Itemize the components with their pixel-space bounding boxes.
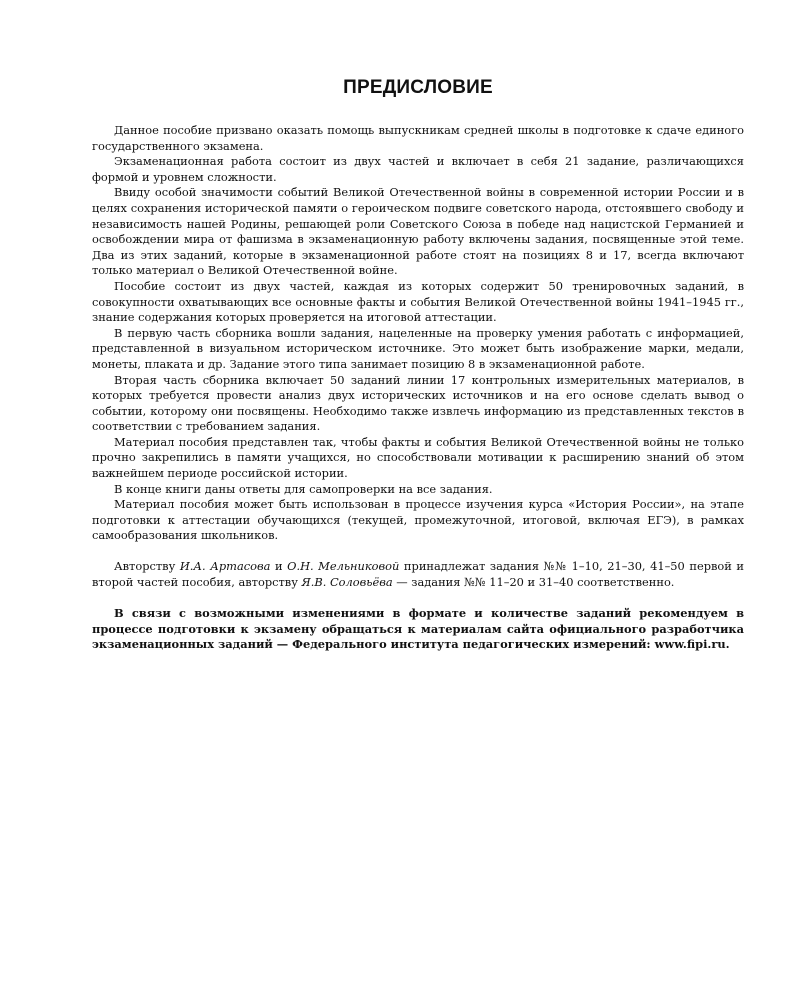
paragraph-6: Вторая часть сборника включает 50 заданий линии 17 контрольных измерительных материалов, в которых требуется провести анализ двух исторических источников и на его основе сделать вывод о событии, которому они посвящены. Необходимо также извлечь информацию из представленных текстов в соответствии с требованием задания.	[92, 372, 744, 434]
paragraph-5: В первую часть сборника вошли задания, нацеленные на проверку умения работать с информацией, представленной в визуальном историческом источнике. Это может быть изображение марки, медали, монеты, плаката и др. Задание этого типа занимает позицию 8 в экзаменационной работе.	[92, 325, 744, 371]
paragraph-9: Материал пособия может быть использован в процессе изучения курса «История России», на этапе подготовки к аттестации обучающихся (текущей, промежуточной, итоговой, включая ЕГЭ), в рамках самообразования школьников.	[92, 497, 744, 543]
spacer	[92, 544, 744, 559]
notice-paragraph: В связи с возможными изменениями в формате и количестве заданий рекомендуем в процессе подготовки к экзамену обращаться к материалам сайта официального разработчика экзаменационных заданий — Федерального института педагогических измерений: www.fipi.ru.	[92, 606, 744, 652]
paragraph-1: Данное пособие призвано оказать помощь выпускникам средней школы в подготовке к сдаче единого государственного экзамена.	[92, 123, 744, 153]
authorship-text-1: Авторству	[114, 559, 180, 574]
authorship-paragraph	[92, 559, 744, 590]
author-solovyov: Я.В. Соловьёва	[301, 574, 393, 589]
paragraph-2: Экзаменационная работа состоит из двух частей и включает в себя 21 задание, различающихся формой и уровнем сложности.	[92, 154, 744, 184]
paragraph-7: Материал пособия представлен так, чтобы факты и события Великой Отечественной войны не только прочно закрепились в памяти учащихся, но способствовали мотивации к расширению знаний об этом важнейшем периоде российской истории.	[92, 434, 744, 481]
paragraph-8: В конце книги даны ответы для самопроверки на все задания.	[114, 481, 493, 496]
authorship-text-2: и	[270, 559, 288, 574]
authorship-text-4: — задания №№ 11–20 и 31–40 соответственно.	[392, 574, 675, 589]
author-melnikova: О.Н. Мельниковой	[287, 559, 400, 574]
paragraph-4: Пособие состоит из двух частей, каждая из которых содержит 50 тренировочных заданий, в совокупности охватывающих все основные факты и события Великой Отечественной войны 1941–1945 гг., знание содержания которых проверяется на итоговой аттестации.	[92, 278, 744, 325]
authorship-text-3: принадлежат задания №№ 1–10, 21–30, 41–50 первой и второй частей пособия, авторству	[92, 559, 744, 589]
preface-page	[92, 76, 744, 653]
page-title: ПРЕДИСЛОВИЕ	[343, 77, 493, 98]
spacer	[92, 590, 744, 606]
paragraph-3: Ввиду особой значимости событий Великой Отечественной войны в современной истории России и в целях сохранения исторической памяти о героическом подвиге советского народа, отстоявшего свободу и независимость нашей Родины, решающей роли Советского Союза в победе над нацистской Германией и освобождении мира от фашизма в экзаменационную работу включены задания, посвященные этой теме. Два из этих заданий, которые в экзаменационной работе стоят на позициях 8 и 17, всегда включают только материал о Великой Отечественной войне.	[92, 185, 744, 278]
author-artasov: И.А. Артасова	[179, 559, 271, 574]
preface-body	[92, 123, 744, 544]
